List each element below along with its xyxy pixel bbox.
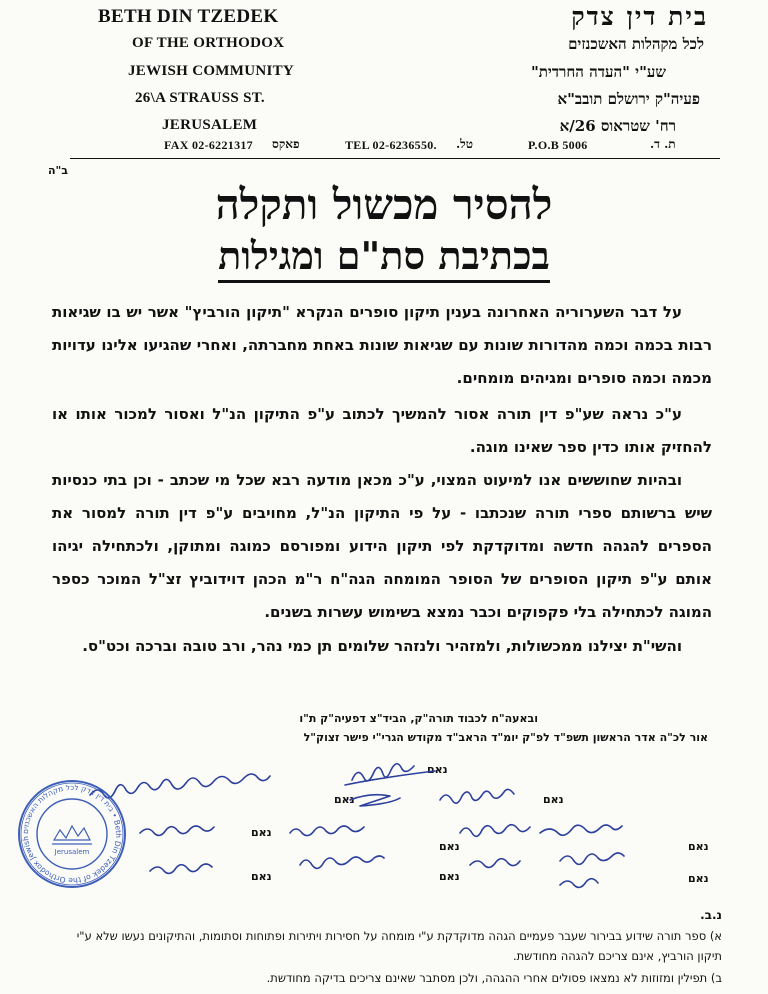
header-he-line: פעיה"ק ירושלם תובב"א <box>557 90 700 108</box>
signature-label: נאם <box>439 840 460 853</box>
title-line-2 <box>0 233 768 279</box>
header-en-line: OF THE ORTHODOX <box>132 35 285 51</box>
signature-label: נאם <box>439 870 460 883</box>
signature-label: נאם <box>427 763 448 776</box>
body-paragraph-4: והשי"ת יצילנו ממכשולות, ולמזהיר ולנזהר שלומים תן כמי נהר, ורב טובה וברכה וכט"ס. <box>82 637 682 655</box>
fax-number: FAX 02-6221317 <box>164 138 253 152</box>
header-he-line: שע"י "העדה החרדית" <box>530 63 666 81</box>
body-paragraph-2: ע"כ נראה שע"פ דין תורה אסור להמשיך לכתוב ע"פ התיקון הנ"ל ואסור למכור אותו או להחזיק אותו כדין ספר שאינו מוגה. <box>52 405 712 456</box>
note-b: ב) תפילין ומזוזות לא נמצאו פסולים אחרי ההגהה, ולכן מסתבר שאינם צריכים בדיקה מחודשת. <box>266 971 722 985</box>
header-he-line: רח' שטראוס 26/א <box>559 117 676 135</box>
header-divider <box>70 158 720 159</box>
body-paragraph-3: ובהיות שחוששים אנו למיעוט המצוי, ע"כ מכאן מודעה רבא שכל מי שכתב - וכן בתי כנסיות שיש ברשותם ספרי תורה שנכתבו - על פי התיקון הנ"ל, מחויבים ע"פ דין תורה למסור את הספרים להגהה חדשה ומדוקדקת לפי תיקון הידוע ומפורסם כמוגה ומתוקן, ולכתחילה יגיהו אותם ע"פ תיקון הסופרים של הסופר המומחה הגה"ח ר"מ הכהן דוידוביץ זצ"ל המוכר כספר המוגה לכתחילה בלי פקפוקים וכבר נמצא בשימוש עשרות בשנים. <box>52 471 712 621</box>
header-en-line: JEWISH COMMUNITY <box>128 63 295 79</box>
rubber-stamp <box>16 778 128 890</box>
header-en-title: BETH DIN TZEDEK <box>98 6 279 27</box>
signature-label: נאם <box>688 872 709 885</box>
pob-number: P.O.B 5006 <box>528 138 588 152</box>
pob-label-he: ת. ד. <box>650 137 676 151</box>
signature-label: נאם <box>688 840 709 853</box>
notes-nb: נ.ב. <box>700 908 722 922</box>
header-he-line: לכל מקהלות האשכנזים <box>568 35 704 53</box>
closing-line-1: ובאעה"ח לכבוד תורה"ק, הביד"צ דפעיה"ק ת"ו <box>299 712 538 725</box>
header-he-title: בית דין צדק <box>571 2 708 31</box>
signature-label: נאם <box>251 870 272 883</box>
title-line-1: להסיר מכשול ותקלה <box>215 180 553 229</box>
tel-number: TEL 02-6236550. <box>345 138 437 152</box>
fax-label-he: פאקס <box>272 137 300 151</box>
signature-label: נאם <box>251 826 272 839</box>
stamp-center-text: Jerusalem <box>54 848 90 856</box>
note-a: א) ספר תורה שידוע בבירור שעבר פעמיים הגהה מדוקדקת ע"י מומחה על חסירות ויתירות ופתוחות וסתומות, והתיקונים נעשו שלא ע"י תיקון הורביץ, אינם צריכם להגהה מחודשת. <box>76 929 722 963</box>
svg-text:בית דין צדק לכל מקהלות האשכנזי: בית דין צדק לכל מקהלות האשכנזים • Beth Din Tzedek of the Orthodox Jewish <box>20 782 124 886</box>
signature-label: נאם <box>543 793 564 806</box>
closing-line-2: אור לכ"ה אדר הראשון תשפ"ד לפ"ק יומ"ד הראב"ד מקודש הגרי"י פישר זצוק"ל <box>303 731 708 744</box>
tel-label-he: טל. <box>456 137 474 151</box>
bh-mark: ב"ה <box>48 164 68 177</box>
title-line-2-text: בכתיבת סת"ם ומגילות <box>218 233 550 283</box>
header-en-line: JERUSALEM <box>162 117 258 133</box>
signature-label: נאם <box>334 793 355 806</box>
body-paragraph-1: על דבר השערוריה האחרונה בענין תיקון סופרים הנקרא "תיקון הורביץ" אשר יש בו שגיאות רבות בכמה וכמה מהדורות שונות עם שגיאות שונות באחת מחברתה, ואחרי שהגיעו אלינו עדויות מכמה וכמה סופרים ומגיהים מומחים. <box>52 303 712 387</box>
stamp-ring-text <box>16 778 128 890</box>
header-en-line: 26\A STRAUSS ST. <box>135 90 265 106</box>
